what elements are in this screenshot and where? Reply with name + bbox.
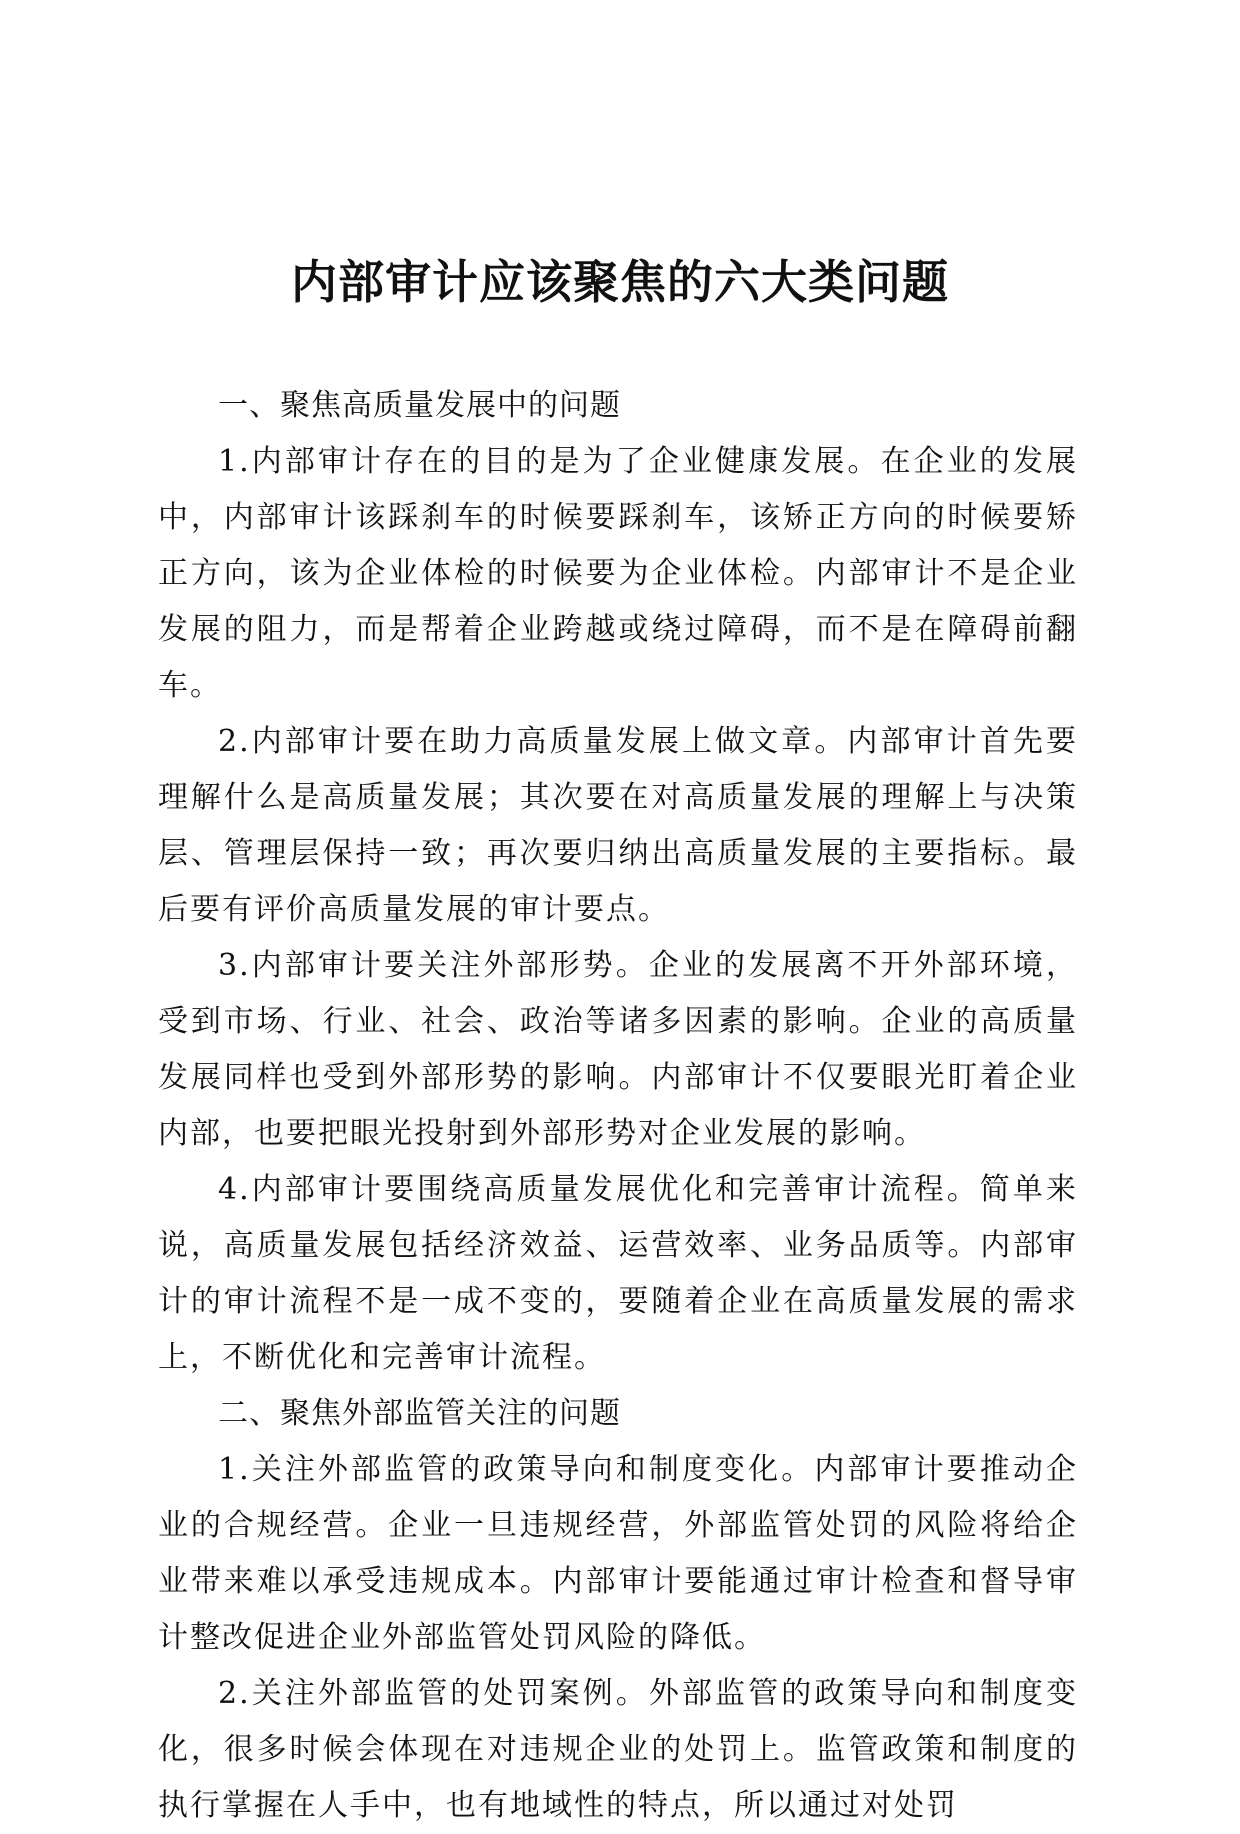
document-body [158,378,1078,1834]
section-heading: 一、聚焦高质量发展中的问题 [218,388,621,423]
paragraph: 3.内部审计要关注外部形势。企业的发展离不开外部环境，受到市场、行业、社会、政治等诸多因素的影响。企业的高质量发展同样也受到外部形势的影响。内部审计不仅要眼光盯着企业内部，也要把眼光投射到外部形势对企业发展的影响。 [158,948,1078,1151]
paragraph: 4.内部审计要围绕高质量发展优化和完善审计流程。简单来说，高质量发展包括经济效益、运营效率、业务品质等。内部审计的审计流程不是一成不变的，要随着企业在高质量发展的需求上，不断优化和完善审计流程。 [158,1172,1078,1375]
paragraph: 2.内部审计要在助力高质量发展上做文章。内部审计首先要理解什么是高质量发展；其次要在对高质量发展的理解上与决策层、管理层保持一致；再次要归纳出高质量发展的主要指标。最后要有评价高质量发展的审计要点。 [158,724,1078,927]
section-high-quality-development [158,378,1078,1386]
document-title: 内部审计应该聚焦的六大类问题 [291,255,949,309]
paragraph: 1.内部审计存在的目的是为了企业健康发展。在企业的发展中，内部审计该踩刹车的时候要踩刹车，该矫正方向的时候要矫正方向，该为企业体检的时候要为企业体检。内部审计不是企业发展的阻力，而是帮着企业跨越或绕过障碍，而不是在障碍前翻车。 [158,444,1078,703]
section-external-regulation [158,1386,1078,1834]
paragraph: 2.关注外部监管的处罚案例。外部监管的政策导向和制度变化，很多时候会体现在对违规企业的处罚上。监管政策和制度的执行掌握在人手中，也有地域性的特点，所以通过对处罚 [158,1676,1078,1823]
paragraph: 1.关注外部监管的政策导向和制度变化。内部审计要推动企业的合规经营。企业一旦违规经营，外部监管处罚的风险将给企业带来难以承受违规成本。内部审计要能通过审计检查和督导审计整改促进企业外部监管处罚风险的降低。 [158,1452,1078,1655]
section-heading: 二、聚焦外部监管关注的问题 [218,1396,621,1431]
